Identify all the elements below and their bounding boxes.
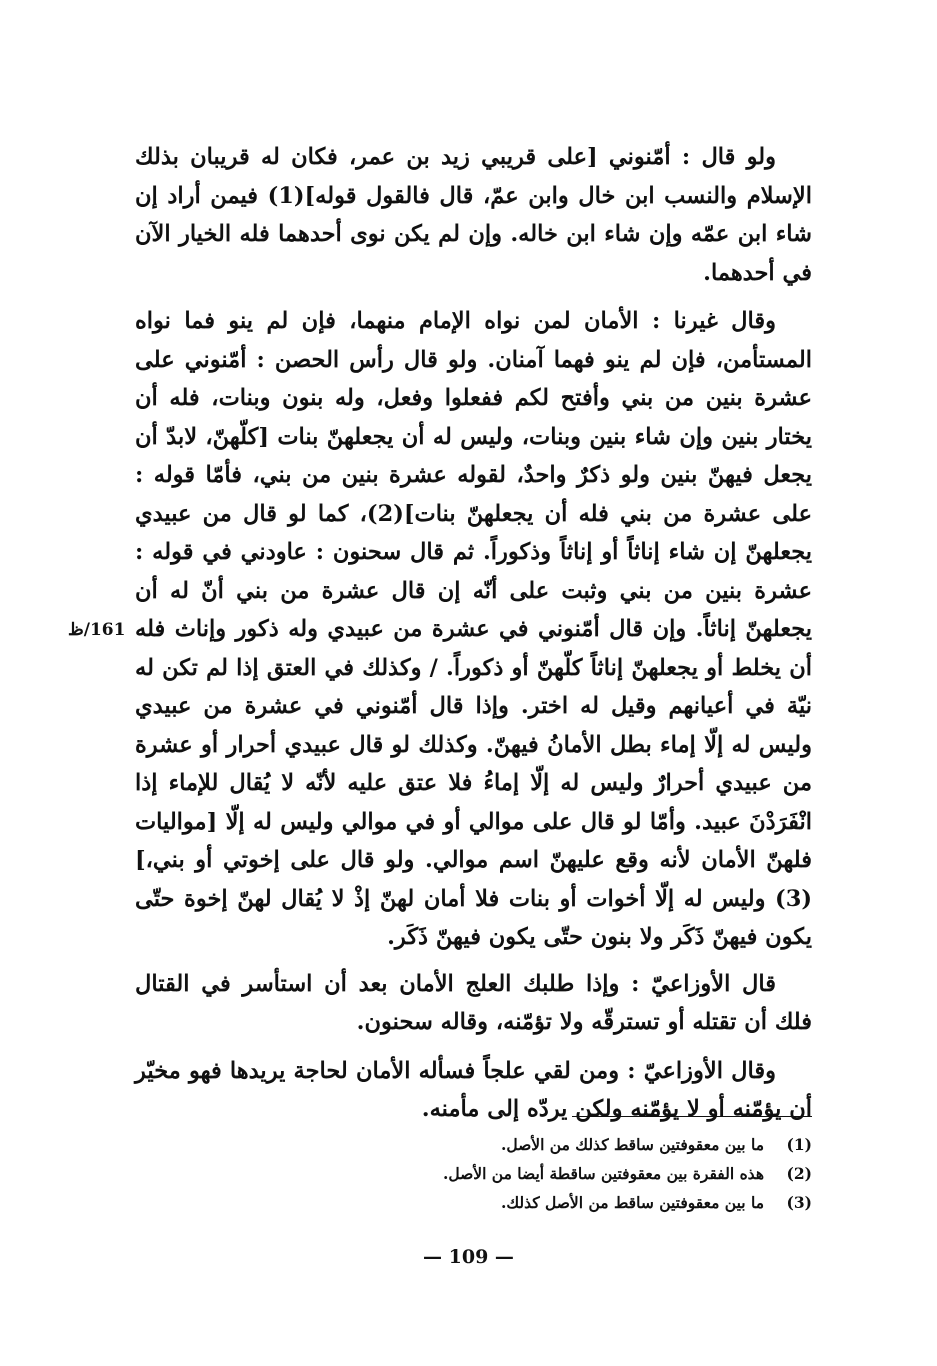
paragraph-4: وقال الأوزاعيّ : ومن لقي علجاً فسأله الأمان لحاجة يريدها فهو مخيّر أن يؤمّنه أو لا يؤمّنه ولكن يردّه إلى مأمنه. [135, 1057, 812, 1122]
footnote-separator [572, 1116, 812, 1117]
footnote-text: ما بين معقوفتين ساقط من الأصل كذلك. [500, 1193, 764, 1212]
footnote [300, 1159, 812, 1188]
footnote-number: (1) [786, 1135, 812, 1154]
paragraph-2: وقال غيرنا : الأمان لمن نواه الإمام منهما، فإن لم ينو فما نواه المستأمن، فإن لم ينو فهما آمنان. ولو قال رأس الحصن : أمّنوني على عشرة بنين من بني وأفتح لكم ففعلوا وفعل، وله بنون وبنات، فله أن يختار بنين وإن شاء بنين وبنات، وليس له أن يجعلهنّ بنات [كلّهنّ، لابدّ أن يجعل فيهنّ بنين ولو ذكرٌ واحدٌ، لقوله عشرة بنين من بني، فأمّا قوله : على عشرة من بني فله أن يجعلهنّ بنات](2)، كما لو قال من عبيدي يجعلهنّ إن شاء إناثاً أو إناثاً وذكوراً. ثم قال سحنون : عاودني في قوله : عشرة بنين من بني وثبت على أنّه إن قال عشرة من بني أنّ له أن يجعلهنّ إناثاً. وإن قال أمّنوني في عشرة من عبيدي وله ذكور وإناث فله أن يخلط أو يجعلهنّ إناثاً كلّهنّ أو ذكوراً. / وكذلك في العتق إذا لم تكن له نيّة في أعيانهم وقيل له اختر. وإذا قال أمّنوني في عشرة من عبيدي وليس له إلّا إماء بطل الأمانُ فيهنّ. وكذلك لو قال عبيدي أحرار أو عشرة من عبيدي أحرارٌ وليس له إلّا إماءُ فلا عتق عليه لأنّه لا يُقال للإماء إذا انْفَرَدْنَ عبيد. وأمّا لو قال على موالي أو في موالي وليس له إلّا [مواليات فلهنّ الأمان لأنه وقع عليهنّ اسم موالي. ولو قال على إخوتي أو بني،](3) وليس له إلّا أخوات أو بنات فلا أمان لهنّ إذْ لا يُقال لهنّ إخوة حتّى يكون فيهنّ ذَكَر ولا بنون حتّى يكون فيهنّ ذَكَر. [135, 308, 812, 950]
footnote-text: هذه الفقرة بين معقوفتين ساقطة أيضا من الأصل. [442, 1164, 764, 1183]
footnote-number: (2) [786, 1164, 812, 1183]
margin-folio-note: 161/ظ [68, 620, 126, 640]
paragraph-1: ولو قال : أمّنوني [على قريبي زيد بن عمر، فكان له قريبان بذلك الإسلام والنسب ابن خال وابن عمّ، قال فالقول قوله](1) فيمن أراد إن شاء ابن عمّه وإن شاء ابن خاله. وإن لم يكن نوى أحدهما فله الخيار الآن في أحدهما. [135, 144, 812, 286]
footnote [300, 1130, 812, 1159]
main-text [135, 138, 812, 1139]
footnote-number: (3) [786, 1193, 812, 1212]
footnote-text: ما بين معقوفتين ساقط كذلك من الأصل. [500, 1135, 764, 1154]
paragraph-3: قال الأوزاعيّ : وإذا طلبك العلج الأمان بعد أن استأسر في القتال فلك أن تقتله أو تسترقّه ولا تؤمّنه، وقاله سحنون. [135, 970, 812, 1035]
page-number: — 109 — [423, 1246, 514, 1268]
footnotes [300, 1130, 812, 1217]
footnote [300, 1188, 812, 1217]
